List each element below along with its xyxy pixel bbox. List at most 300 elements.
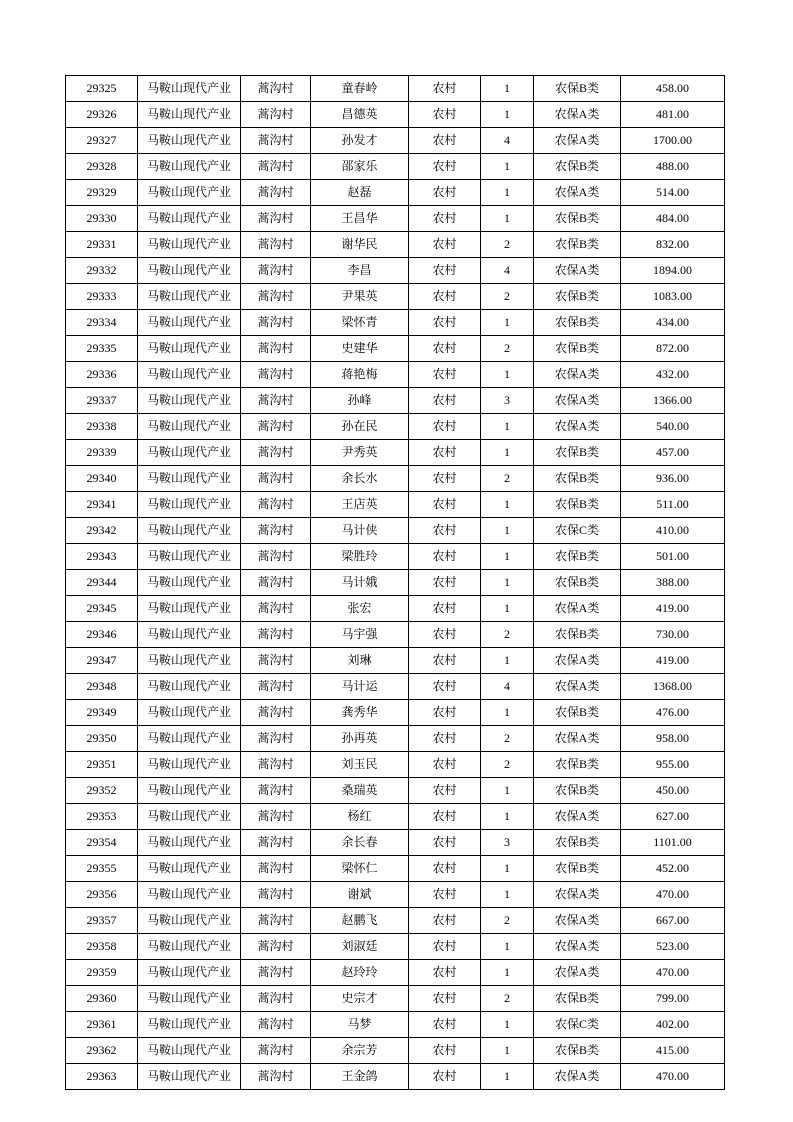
cell-insurance-class: 农保B类 bbox=[534, 232, 621, 258]
cell-person-count: 1 bbox=[481, 414, 534, 440]
cell-amount: 470.00 bbox=[621, 960, 725, 986]
cell-insurance-class: 农保B类 bbox=[534, 544, 621, 570]
cell-person-name: 蒋艳梅 bbox=[311, 362, 409, 388]
cell-park-name: 马鞍山现代产业 bbox=[138, 414, 241, 440]
cell-residence-type: 农村 bbox=[409, 232, 481, 258]
cell-record-id: 29344 bbox=[66, 570, 138, 596]
cell-village-name: 蒿沟村 bbox=[241, 362, 311, 388]
cell-record-id: 29357 bbox=[66, 908, 138, 934]
cell-person-count: 2 bbox=[481, 986, 534, 1012]
cell-person-name: 史建华 bbox=[311, 336, 409, 362]
cell-person-count: 1 bbox=[481, 1012, 534, 1038]
cell-residence-type: 农村 bbox=[409, 492, 481, 518]
cell-person-name: 昌德英 bbox=[311, 102, 409, 128]
cell-insurance-class: 农保A类 bbox=[534, 648, 621, 674]
cell-amount: 511.00 bbox=[621, 492, 725, 518]
cell-amount: 457.00 bbox=[621, 440, 725, 466]
cell-residence-type: 农村 bbox=[409, 596, 481, 622]
cell-insurance-class: 农保A类 bbox=[534, 908, 621, 934]
cell-village-name: 蒿沟村 bbox=[241, 492, 311, 518]
cell-residence-type: 农村 bbox=[409, 128, 481, 154]
cell-park-name: 马鞍山现代产业 bbox=[138, 388, 241, 414]
cell-person-name: 邵家乐 bbox=[311, 154, 409, 180]
cell-amount: 667.00 bbox=[621, 908, 725, 934]
cell-village-name: 蒿沟村 bbox=[241, 648, 311, 674]
cell-residence-type: 农村 bbox=[409, 310, 481, 336]
cell-record-id: 29332 bbox=[66, 258, 138, 284]
cell-insurance-class: 农保A类 bbox=[534, 180, 621, 206]
cell-record-id: 29349 bbox=[66, 700, 138, 726]
cell-village-name: 蒿沟村 bbox=[241, 700, 311, 726]
cell-amount: 1083.00 bbox=[621, 284, 725, 310]
cell-residence-type: 农村 bbox=[409, 570, 481, 596]
table-body bbox=[66, 76, 725, 1090]
cell-record-id: 29330 bbox=[66, 206, 138, 232]
cell-insurance-class: 农保C类 bbox=[534, 518, 621, 544]
cell-park-name: 马鞍山现代产业 bbox=[138, 700, 241, 726]
cell-residence-type: 农村 bbox=[409, 856, 481, 882]
cell-village-name: 蒿沟村 bbox=[241, 336, 311, 362]
cell-person-count: 1 bbox=[481, 362, 534, 388]
cell-residence-type: 农村 bbox=[409, 622, 481, 648]
cell-park-name: 马鞍山现代产业 bbox=[138, 882, 241, 908]
cell-insurance-class: 农保B类 bbox=[534, 154, 621, 180]
cell-park-name: 马鞍山现代产业 bbox=[138, 466, 241, 492]
cell-village-name: 蒿沟村 bbox=[241, 726, 311, 752]
cell-park-name: 马鞍山现代产业 bbox=[138, 674, 241, 700]
cell-insurance-class: 农保C类 bbox=[534, 1012, 621, 1038]
cell-park-name: 马鞍山现代产业 bbox=[138, 1012, 241, 1038]
table-row bbox=[66, 102, 725, 128]
cell-insurance-class: 农保A类 bbox=[534, 1064, 621, 1090]
cell-person-name: 赵玲玲 bbox=[311, 960, 409, 986]
cell-amount: 434.00 bbox=[621, 310, 725, 336]
cell-insurance-class: 农保A类 bbox=[534, 362, 621, 388]
table-row bbox=[66, 622, 725, 648]
cell-village-name: 蒿沟村 bbox=[241, 544, 311, 570]
cell-amount: 419.00 bbox=[621, 596, 725, 622]
cell-record-id: 29351 bbox=[66, 752, 138, 778]
cell-person-name: 刘琳 bbox=[311, 648, 409, 674]
cell-person-count: 1 bbox=[481, 778, 534, 804]
cell-village-name: 蒿沟村 bbox=[241, 804, 311, 830]
cell-record-id: 29337 bbox=[66, 388, 138, 414]
cell-record-id: 29346 bbox=[66, 622, 138, 648]
cell-residence-type: 农村 bbox=[409, 830, 481, 856]
cell-person-name: 谢华民 bbox=[311, 232, 409, 258]
cell-amount: 501.00 bbox=[621, 544, 725, 570]
cell-residence-type: 农村 bbox=[409, 544, 481, 570]
cell-person-name: 王店英 bbox=[311, 492, 409, 518]
table-row bbox=[66, 726, 725, 752]
cell-person-name: 童春岭 bbox=[311, 76, 409, 102]
cell-person-name: 刘淑廷 bbox=[311, 934, 409, 960]
cell-person-count: 2 bbox=[481, 466, 534, 492]
cell-park-name: 马鞍山现代产业 bbox=[138, 960, 241, 986]
cell-village-name: 蒿沟村 bbox=[241, 206, 311, 232]
table-row bbox=[66, 934, 725, 960]
cell-village-name: 蒿沟村 bbox=[241, 258, 311, 284]
cell-amount: 1894.00 bbox=[621, 258, 725, 284]
cell-amount: 450.00 bbox=[621, 778, 725, 804]
cell-amount: 458.00 bbox=[621, 76, 725, 102]
cell-record-id: 29336 bbox=[66, 362, 138, 388]
cell-person-count: 2 bbox=[481, 284, 534, 310]
cell-insurance-class: 农保B类 bbox=[534, 76, 621, 102]
table-row bbox=[66, 128, 725, 154]
cell-amount: 419.00 bbox=[621, 648, 725, 674]
cell-person-count: 1 bbox=[481, 544, 534, 570]
cell-record-id: 29358 bbox=[66, 934, 138, 960]
cell-person-count: 4 bbox=[481, 128, 534, 154]
cell-residence-type: 农村 bbox=[409, 960, 481, 986]
cell-person-name: 余长春 bbox=[311, 830, 409, 856]
cell-amount: 415.00 bbox=[621, 1038, 725, 1064]
cell-amount: 452.00 bbox=[621, 856, 725, 882]
cell-village-name: 蒿沟村 bbox=[241, 440, 311, 466]
cell-park-name: 马鞍山现代产业 bbox=[138, 986, 241, 1012]
cell-record-id: 29347 bbox=[66, 648, 138, 674]
cell-amount: 730.00 bbox=[621, 622, 725, 648]
cell-person-count: 2 bbox=[481, 336, 534, 362]
cell-person-name: 史宗才 bbox=[311, 986, 409, 1012]
cell-record-id: 29338 bbox=[66, 414, 138, 440]
cell-park-name: 马鞍山现代产业 bbox=[138, 362, 241, 388]
cell-amount: 402.00 bbox=[621, 1012, 725, 1038]
cell-record-id: 29352 bbox=[66, 778, 138, 804]
cell-village-name: 蒿沟村 bbox=[241, 778, 311, 804]
cell-park-name: 马鞍山现代产业 bbox=[138, 856, 241, 882]
cell-record-id: 29333 bbox=[66, 284, 138, 310]
cell-village-name: 蒿沟村 bbox=[241, 102, 311, 128]
cell-insurance-class: 农保B类 bbox=[534, 700, 621, 726]
cell-park-name: 马鞍山现代产业 bbox=[138, 336, 241, 362]
cell-person-name: 杨红 bbox=[311, 804, 409, 830]
cell-person-count: 1 bbox=[481, 76, 534, 102]
table-row bbox=[66, 648, 725, 674]
table-row bbox=[66, 180, 725, 206]
cell-village-name: 蒿沟村 bbox=[241, 856, 311, 882]
cell-amount: 410.00 bbox=[621, 518, 725, 544]
cell-insurance-class: 农保B类 bbox=[534, 752, 621, 778]
cell-person-name: 张宏 bbox=[311, 596, 409, 622]
cell-person-count: 1 bbox=[481, 882, 534, 908]
cell-person-name: 孙在民 bbox=[311, 414, 409, 440]
cell-park-name: 马鞍山现代产业 bbox=[138, 284, 241, 310]
cell-person-name: 刘玉民 bbox=[311, 752, 409, 778]
cell-person-name: 马计运 bbox=[311, 674, 409, 700]
cell-park-name: 马鞍山现代产业 bbox=[138, 206, 241, 232]
cell-person-name: 李昌 bbox=[311, 258, 409, 284]
cell-person-count: 1 bbox=[481, 804, 534, 830]
cell-person-name: 余长水 bbox=[311, 466, 409, 492]
cell-residence-type: 农村 bbox=[409, 154, 481, 180]
table-row bbox=[66, 492, 725, 518]
table-row bbox=[66, 830, 725, 856]
cell-person-name: 尹秀英 bbox=[311, 440, 409, 466]
cell-amount: 1700.00 bbox=[621, 128, 725, 154]
cell-person-name: 孙发才 bbox=[311, 128, 409, 154]
cell-park-name: 马鞍山现代产业 bbox=[138, 518, 241, 544]
cell-amount: 432.00 bbox=[621, 362, 725, 388]
cell-record-id: 29362 bbox=[66, 1038, 138, 1064]
cell-park-name: 马鞍山现代产业 bbox=[138, 934, 241, 960]
cell-person-name: 孙峰 bbox=[311, 388, 409, 414]
table-row bbox=[66, 466, 725, 492]
cell-person-count: 1 bbox=[481, 960, 534, 986]
cell-residence-type: 农村 bbox=[409, 648, 481, 674]
table-row bbox=[66, 1012, 725, 1038]
cell-insurance-class: 农保B类 bbox=[534, 830, 621, 856]
cell-person-count: 1 bbox=[481, 570, 534, 596]
cell-amount: 1368.00 bbox=[621, 674, 725, 700]
cell-park-name: 马鞍山现代产业 bbox=[138, 596, 241, 622]
cell-person-name: 梁怀仁 bbox=[311, 856, 409, 882]
cell-park-name: 马鞍山现代产业 bbox=[138, 830, 241, 856]
cell-village-name: 蒿沟村 bbox=[241, 908, 311, 934]
cell-residence-type: 农村 bbox=[409, 466, 481, 492]
cell-person-name: 龚秀华 bbox=[311, 700, 409, 726]
cell-person-count: 2 bbox=[481, 752, 534, 778]
cell-record-id: 29327 bbox=[66, 128, 138, 154]
cell-insurance-class: 农保B类 bbox=[534, 466, 621, 492]
table-row bbox=[66, 908, 725, 934]
cell-insurance-class: 农保A类 bbox=[534, 414, 621, 440]
cell-record-id: 29363 bbox=[66, 1064, 138, 1090]
cell-amount: 484.00 bbox=[621, 206, 725, 232]
cell-residence-type: 农村 bbox=[409, 908, 481, 934]
table-row bbox=[66, 882, 725, 908]
cell-person-name: 马梦 bbox=[311, 1012, 409, 1038]
cell-person-count: 4 bbox=[481, 258, 534, 284]
cell-residence-type: 农村 bbox=[409, 726, 481, 752]
cell-person-count: 1 bbox=[481, 206, 534, 232]
cell-amount: 470.00 bbox=[621, 882, 725, 908]
cell-amount: 481.00 bbox=[621, 102, 725, 128]
table-row bbox=[66, 856, 725, 882]
cell-person-count: 1 bbox=[481, 492, 534, 518]
cell-park-name: 马鞍山现代产业 bbox=[138, 128, 241, 154]
cell-amount: 470.00 bbox=[621, 1064, 725, 1090]
cell-village-name: 蒿沟村 bbox=[241, 882, 311, 908]
cell-park-name: 马鞍山现代产业 bbox=[138, 570, 241, 596]
cell-village-name: 蒿沟村 bbox=[241, 128, 311, 154]
cell-person-count: 1 bbox=[481, 596, 534, 622]
cell-person-name: 马计娥 bbox=[311, 570, 409, 596]
cell-village-name: 蒿沟村 bbox=[241, 570, 311, 596]
cell-amount: 958.00 bbox=[621, 726, 725, 752]
cell-insurance-class: 农保A类 bbox=[534, 102, 621, 128]
cell-village-name: 蒿沟村 bbox=[241, 1064, 311, 1090]
cell-residence-type: 农村 bbox=[409, 206, 481, 232]
cell-amount: 523.00 bbox=[621, 934, 725, 960]
cell-amount: 476.00 bbox=[621, 700, 725, 726]
cell-insurance-class: 农保B类 bbox=[534, 622, 621, 648]
cell-residence-type: 农村 bbox=[409, 778, 481, 804]
cell-person-count: 2 bbox=[481, 726, 534, 752]
cell-park-name: 马鞍山现代产业 bbox=[138, 180, 241, 206]
cell-record-id: 29340 bbox=[66, 466, 138, 492]
cell-residence-type: 农村 bbox=[409, 102, 481, 128]
cell-insurance-class: 农保A类 bbox=[534, 960, 621, 986]
cell-park-name: 马鞍山现代产业 bbox=[138, 622, 241, 648]
table-row bbox=[66, 674, 725, 700]
cell-park-name: 马鞍山现代产业 bbox=[138, 544, 241, 570]
cell-person-count: 1 bbox=[481, 180, 534, 206]
cell-residence-type: 农村 bbox=[409, 440, 481, 466]
cell-residence-type: 农村 bbox=[409, 804, 481, 830]
cell-record-id: 29341 bbox=[66, 492, 138, 518]
cell-residence-type: 农村 bbox=[409, 1064, 481, 1090]
table-row bbox=[66, 388, 725, 414]
cell-insurance-class: 农保A类 bbox=[534, 674, 621, 700]
cell-village-name: 蒿沟村 bbox=[241, 622, 311, 648]
cell-record-id: 29361 bbox=[66, 1012, 138, 1038]
cell-village-name: 蒿沟村 bbox=[241, 466, 311, 492]
table-row bbox=[66, 258, 725, 284]
cell-person-name: 谢斌 bbox=[311, 882, 409, 908]
cell-village-name: 蒿沟村 bbox=[241, 76, 311, 102]
cell-residence-type: 农村 bbox=[409, 258, 481, 284]
cell-park-name: 马鞍山现代产业 bbox=[138, 1038, 241, 1064]
cell-insurance-class: 农保B类 bbox=[534, 986, 621, 1012]
cell-insurance-class: 农保A类 bbox=[534, 882, 621, 908]
table-row bbox=[66, 362, 725, 388]
cell-village-name: 蒿沟村 bbox=[241, 414, 311, 440]
cell-person-count: 2 bbox=[481, 622, 534, 648]
cell-record-id: 29335 bbox=[66, 336, 138, 362]
cell-village-name: 蒿沟村 bbox=[241, 232, 311, 258]
cell-insurance-class: 农保A类 bbox=[534, 388, 621, 414]
cell-park-name: 马鞍山现代产业 bbox=[138, 778, 241, 804]
cell-record-id: 29328 bbox=[66, 154, 138, 180]
cell-record-id: 29348 bbox=[66, 674, 138, 700]
cell-person-name: 王金鸽 bbox=[311, 1064, 409, 1090]
cell-amount: 627.00 bbox=[621, 804, 725, 830]
cell-person-name: 梁胜玲 bbox=[311, 544, 409, 570]
cell-person-count: 3 bbox=[481, 388, 534, 414]
cell-amount: 799.00 bbox=[621, 986, 725, 1012]
cell-insurance-class: 农保B类 bbox=[534, 1038, 621, 1064]
cell-village-name: 蒿沟村 bbox=[241, 960, 311, 986]
cell-residence-type: 农村 bbox=[409, 700, 481, 726]
table-row bbox=[66, 284, 725, 310]
cell-record-id: 29326 bbox=[66, 102, 138, 128]
cell-person-count: 4 bbox=[481, 674, 534, 700]
cell-park-name: 马鞍山现代产业 bbox=[138, 908, 241, 934]
cell-insurance-class: 农保A类 bbox=[534, 128, 621, 154]
table-row bbox=[66, 804, 725, 830]
cell-record-id: 29343 bbox=[66, 544, 138, 570]
table-row bbox=[66, 518, 725, 544]
cell-insurance-class: 农保B类 bbox=[534, 570, 621, 596]
cell-insurance-class: 农保A类 bbox=[534, 726, 621, 752]
cell-park-name: 马鞍山现代产业 bbox=[138, 76, 241, 102]
table-row bbox=[66, 1038, 725, 1064]
cell-residence-type: 农村 bbox=[409, 180, 481, 206]
cell-person-count: 3 bbox=[481, 830, 534, 856]
cell-person-name: 马计侠 bbox=[311, 518, 409, 544]
cell-residence-type: 农村 bbox=[409, 882, 481, 908]
cell-record-id: 29325 bbox=[66, 76, 138, 102]
cell-village-name: 蒿沟村 bbox=[241, 596, 311, 622]
cell-residence-type: 农村 bbox=[409, 76, 481, 102]
cell-person-count: 1 bbox=[481, 310, 534, 336]
cell-insurance-class: 农保B类 bbox=[534, 310, 621, 336]
cell-person-count: 1 bbox=[481, 856, 534, 882]
table-row bbox=[66, 440, 725, 466]
table-row bbox=[66, 76, 725, 102]
cell-person-name: 梁怀青 bbox=[311, 310, 409, 336]
cell-amount: 1366.00 bbox=[621, 388, 725, 414]
cell-person-name: 孙再英 bbox=[311, 726, 409, 752]
cell-park-name: 马鞍山现代产业 bbox=[138, 258, 241, 284]
cell-record-id: 29353 bbox=[66, 804, 138, 830]
cell-residence-type: 农村 bbox=[409, 934, 481, 960]
cell-residence-type: 农村 bbox=[409, 414, 481, 440]
cell-residence-type: 农村 bbox=[409, 388, 481, 414]
cell-amount: 514.00 bbox=[621, 180, 725, 206]
cell-record-id: 29354 bbox=[66, 830, 138, 856]
table-row bbox=[66, 570, 725, 596]
cell-village-name: 蒿沟村 bbox=[241, 830, 311, 856]
cell-park-name: 马鞍山现代产业 bbox=[138, 440, 241, 466]
cell-record-id: 29345 bbox=[66, 596, 138, 622]
cell-residence-type: 农村 bbox=[409, 752, 481, 778]
cell-residence-type: 农村 bbox=[409, 1012, 481, 1038]
cell-record-id: 29342 bbox=[66, 518, 138, 544]
cell-village-name: 蒿沟村 bbox=[241, 1012, 311, 1038]
cell-person-count: 1 bbox=[481, 934, 534, 960]
cell-person-name: 桑瑞英 bbox=[311, 778, 409, 804]
cell-amount: 1101.00 bbox=[621, 830, 725, 856]
cell-insurance-class: 农保A类 bbox=[534, 596, 621, 622]
cell-person-count: 2 bbox=[481, 908, 534, 934]
cell-village-name: 蒿沟村 bbox=[241, 518, 311, 544]
cell-amount: 540.00 bbox=[621, 414, 725, 440]
cell-insurance-class: 农保A类 bbox=[534, 804, 621, 830]
cell-amount: 488.00 bbox=[621, 154, 725, 180]
cell-village-name: 蒿沟村 bbox=[241, 154, 311, 180]
cell-insurance-class: 农保B类 bbox=[534, 284, 621, 310]
cell-record-id: 29359 bbox=[66, 960, 138, 986]
cell-park-name: 马鞍山现代产业 bbox=[138, 154, 241, 180]
cell-record-id: 29334 bbox=[66, 310, 138, 336]
cell-insurance-class: 农保B类 bbox=[534, 336, 621, 362]
cell-village-name: 蒿沟村 bbox=[241, 986, 311, 1012]
cell-village-name: 蒿沟村 bbox=[241, 674, 311, 700]
cell-amount: 955.00 bbox=[621, 752, 725, 778]
cell-person-count: 1 bbox=[481, 440, 534, 466]
cell-insurance-class: 农保A类 bbox=[534, 934, 621, 960]
cell-record-id: 29350 bbox=[66, 726, 138, 752]
cell-person-name: 赵磊 bbox=[311, 180, 409, 206]
cell-insurance-class: 农保B类 bbox=[534, 492, 621, 518]
cell-residence-type: 农村 bbox=[409, 986, 481, 1012]
table-row bbox=[66, 596, 725, 622]
cell-person-count: 1 bbox=[481, 700, 534, 726]
cell-record-id: 29329 bbox=[66, 180, 138, 206]
cell-park-name: 马鞍山现代产业 bbox=[138, 492, 241, 518]
table-row bbox=[66, 544, 725, 570]
cell-park-name: 马鞍山现代产业 bbox=[138, 726, 241, 752]
cell-amount: 872.00 bbox=[621, 336, 725, 362]
cell-insurance-class: 农保B类 bbox=[534, 778, 621, 804]
cell-amount: 832.00 bbox=[621, 232, 725, 258]
cell-park-name: 马鞍山现代产业 bbox=[138, 804, 241, 830]
cell-person-name: 赵鹏飞 bbox=[311, 908, 409, 934]
cell-residence-type: 农村 bbox=[409, 362, 481, 388]
